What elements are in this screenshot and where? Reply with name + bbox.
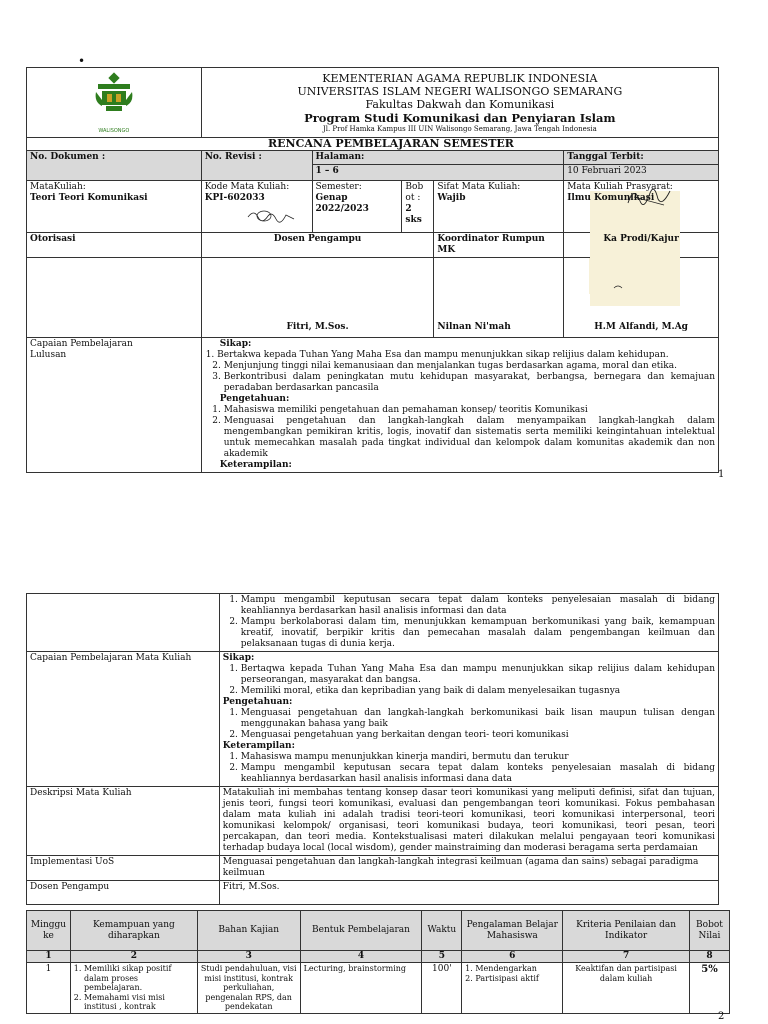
cpl-sikap-item: 1. Bertakwa kepada Tuhan Yang Maha Esa dan mampu menunjukkan sikap relijius dalam kehidupan. <box>205 350 669 360</box>
pengalaman-list <box>465 964 559 983</box>
cpl-label-1: Capaian Pembelajaran <box>30 339 133 349</box>
sifat-value: Wajib <box>437 193 466 203</box>
faculty-name: Fakultas Dakwah dan Komunikasi <box>365 98 555 111</box>
row-waktu: 100' <box>422 963 462 1014</box>
row-bentuk: Lecturing, brainstorming <box>300 963 422 1014</box>
cpmk-sikap-item: 2. Memiliki moral, etika dan kepribadian yang baik di dalam menyelesaikan tugasnya <box>241 686 715 697</box>
dosen-row-value: Fitri, M.Sos. <box>219 881 718 905</box>
cpmk-sikap-title: Sikap: <box>222 653 255 663</box>
no-dokumen-label: No. Dokumen : <box>27 151 202 181</box>
mata-kuliah-cell <box>27 181 202 233</box>
rps-header-table <box>26 67 719 473</box>
no-revisi-label: No. Revisi : <box>201 151 312 181</box>
cpmk-content <box>219 652 718 787</box>
column-number: 3 <box>197 951 300 963</box>
rps-content-table <box>26 593 719 905</box>
logo-cell <box>27 68 202 138</box>
sifat-label: Sifat Mata Kuliah: <box>437 182 521 192</box>
row-kriteria: Keaktifan dan partisipasi dalam kuliah <box>563 963 690 1014</box>
kode-cell <box>201 181 312 233</box>
column-number: 6 <box>462 951 563 963</box>
row-bobot: 5% <box>689 963 729 1014</box>
pengalaman-item: 1. Mendengarkan <box>475 964 559 974</box>
cpl-pengetahuan-item: 1. Mahasiswa memiliki pengetahuan dan pemahaman konsep/ teoritis Komunikasi <box>224 405 715 416</box>
cpl-sikap-item: 2. Menjunjung tinggi nilai kemanusiaan dan menjalankan tugas berdasarkan agama, moral dan etika. <box>224 361 715 372</box>
cpl-keterampilan-item: 2. Mampu berkolaborasi dalam tim, menunjukkan kemampuan berkomunikasi yang baik, kemampuan kreatif, inovatif, berpikir kritis dan pemecahan masalah dalam pengembangan keilmuan dan pelaksanaan tugas di dunia kerja. <box>241 617 715 650</box>
header-kemampuan: Kemampuan yang diharapkan <box>70 911 197 951</box>
row-bahan: Studi pendahuluan, visi misi institusi, kontrak perkuliahan, pengenalan RPS, dan pendekatan <box>197 963 300 1014</box>
semester-cell <box>312 181 402 233</box>
tanggal-value: 10 Februari 2023 <box>567 166 647 176</box>
signature-scribble-icon <box>246 207 296 225</box>
bobot-label-2: ot : <box>405 193 421 203</box>
koordinator-name: Nilnan Ni'mah <box>434 258 564 338</box>
row-kemampuan <box>70 963 197 1014</box>
cpl-continued-label <box>27 594 220 652</box>
page-number: 1 <box>718 469 725 480</box>
cpl-label-2: Lulusan <box>30 350 67 360</box>
kaprodi-name-cell <box>564 258 719 338</box>
kemampuan-item: 1. Memiliki sikap positif dalam proses pembelajaran. <box>84 964 194 993</box>
otorisasi-label: Otorisasi <box>27 233 202 258</box>
cpmk-keterampilan-title: Keterampilan: <box>222 741 295 751</box>
stamp-background <box>589 258 679 294</box>
deskripsi-label: Deskripsi Mata Kuliah <box>27 787 220 856</box>
tanggal-label: Tanggal Terbit: <box>564 151 718 165</box>
page-number: 2 <box>718 1011 725 1022</box>
bobot-value-1: 2 <box>405 204 412 214</box>
cpl-keterampilan-item: 1. Mampu mengambil keputusan secara tepat dalam konteks penyelesaian masalah di bidang keahliannya berdasarkan hasil analisis informasi dan data <box>241 595 715 617</box>
program-name: Program Studi Komunikasi dan Penyiaran Islam <box>304 111 616 125</box>
cpmk-sikap-item: 1. Bertaqwa kepada Tuhan Yang Maha Esa dan mampu menunjukkan sikap relijius dalam kehidupan perseorangan, masyarakat dan bangsa. <box>241 664 715 686</box>
column-number: 2 <box>70 951 197 963</box>
cpmk-sikap-list <box>223 664 715 697</box>
schedule-header-row <box>27 911 730 951</box>
column-number: 1 <box>27 951 71 963</box>
signature-scribble-icon <box>624 183 674 213</box>
bobot-cell <box>402 181 434 233</box>
cpl-label-cell <box>27 338 202 473</box>
university-name: UNIVERSITAS ISLAM NEGERI WALISONGO SEMARANG <box>297 85 623 98</box>
bobot-value-2: sks <box>405 215 422 225</box>
implementasi-text: Menguasai pengetahuan dan langkah-langkah integrasi keilmuan (agama dan sains) sebagai paradigma keilmuan <box>219 856 718 881</box>
header-bahan: Bahan Kajian <box>197 911 300 951</box>
header-minggu: Minggu ke <box>27 911 71 951</box>
cpl-keterampilan-content <box>219 594 718 652</box>
column-number: 7 <box>563 951 690 963</box>
sifat-cell <box>434 181 564 233</box>
cpl-pengetahuan-item: 2. Menguasai pengetahuan dan langkah-langkah dalam menyampaikan langkah-langkah dalam mengembangkan pemikiran kritis, logis, inovatif dan sistematis serta memiliki keingintahuan intelektual untuk memecahkan masalah pada tingkat individual dan kelompok dalam komunitas akademik dan non akademik <box>224 416 715 460</box>
bullet-mark: • <box>78 54 86 68</box>
table-row <box>27 963 730 1014</box>
dosen-pengampu-name: Fitri, M.Sos. <box>201 258 434 338</box>
institution-header <box>201 68 718 138</box>
prasyarat-label: Mata Kuliah Prasyarat: <box>567 182 673 192</box>
halaman-cell <box>312 151 564 181</box>
koordinator-heading: Koordinator Rumpun MK <box>434 233 564 258</box>
cpmk-label: Capaian Pembelajaran Mata Kuliah <box>27 652 220 787</box>
prasyarat-value: Ilmu Komunikasi <box>567 193 655 203</box>
otorisasi-blank <box>27 258 202 338</box>
schedule-number-row <box>27 951 730 963</box>
column-number: 4 <box>300 951 422 963</box>
kemampuan-list <box>74 964 194 1012</box>
mata-kuliah-label: MataKuliah: <box>30 182 86 192</box>
semester-label: Semester: <box>315 182 362 192</box>
cpl-sikap-list <box>206 361 715 394</box>
tanggal-cell <box>564 151 719 181</box>
cpl-pengetahuan-list <box>206 405 715 460</box>
kaprodi-name: H.M Alfandi, M.Ag <box>594 322 688 332</box>
row-minggu: 1 <box>27 963 71 1014</box>
kaprodi-heading <box>564 233 719 258</box>
pengalaman-item: 2. Partisipasi aktif <box>475 974 559 984</box>
kode-value: KPI-602033 <box>204 193 265 203</box>
semester-value: Genap <box>315 193 348 203</box>
implementasi-label: Implementasi UoS <box>27 856 220 881</box>
semester-year: 2022/2023 <box>315 204 369 214</box>
header-pengalaman: Pengalaman Belajar Mahasiswa <box>462 911 563 951</box>
document-title: RENCANA PEMBELAJARAN SEMESTER <box>27 138 719 151</box>
cpl-sikap-title: Sikap: <box>219 339 252 349</box>
cpmk-keterampilan-item: 2. Mampu mengambil keputusan secara tepat dalam konteks penyelesaian masalah di bidang keahliannya berdasarkan hasil analisis informasi dana data <box>241 763 715 785</box>
header-kriteria: Kriteria Penilaian dan Indikator <box>563 911 690 951</box>
prasyarat-cell <box>564 181 719 233</box>
deskripsi-text: Matakuliah ini membahas tentang konsep dasar teori komunikasi yang meliputi definisi, sifat dan tujuan, jenis teori, fungsi teori komunikasi, evaluasi dan pengembangan teori komunikasi. Fokus pembahasan dalam mata kuliah ini adalah tradisi teori-teori komunikasi, teori komunikasi interpersonal, teori komunikasi kelompok/ organisasi, teori komunikasi budaya, teori komunikasi, teori pesan, teori percakapan, dan teori media. Kontekstualisasi materi dilakukan melalui pengayaan teori komunikasi terhadap budaya local (local wisdom), gender mainstraiming dan moderasi beragama serta perdamaian <box>219 787 718 856</box>
header-bobot: Bobot Nilai <box>689 911 729 951</box>
row-pengalaman <box>462 963 563 1014</box>
cpmk-pengetahuan-item: 2. Menguasai pengetahuan yang berkaitan dengan teori- teori komunikasi <box>241 730 715 741</box>
cpl-pengetahuan-title: Pengetahuan: <box>219 394 290 404</box>
header-bentuk: Bentuk Pembelajaran <box>300 911 422 951</box>
university-logo-icon <box>92 72 136 124</box>
ministry-name: KEMENTERIAN AGAMA REPUBLIK INDONESIA <box>322 72 598 85</box>
dosen-pengampu-heading: Dosen Pengampu <box>201 233 434 258</box>
cpl-keterampilan-list <box>223 595 715 650</box>
mata-kuliah-value: Teori Teori Komunikasi <box>30 193 148 203</box>
column-number: 8 <box>689 951 729 963</box>
cpmk-pengetahuan-list <box>223 708 715 741</box>
halaman-value: 1 – 6 <box>315 166 339 176</box>
logo-caption: WALISONGO <box>98 127 130 134</box>
cpmk-keterampilan-item: 1. Mahasiswa mampu menunjukkan kinerja mandiri, bermutu dan terukur <box>241 752 715 763</box>
signature-mark-icon <box>612 284 624 292</box>
cpmk-pengetahuan-title: Pengetahuan: <box>222 697 293 707</box>
halaman-label: Halaman: <box>313 151 564 165</box>
schedule-table <box>26 910 730 1014</box>
dosen-row-label: Dosen Pengampu <box>27 881 220 905</box>
kode-label: Kode Mata Kuliah: <box>204 182 290 192</box>
column-number: 5 <box>422 951 462 963</box>
address: Jl. Prof Hamka Kampus III UIN Walisongo Semarang, Jawa Tengah Indonesia <box>322 125 597 133</box>
kaprodi-heading-text: Ka Prodi/Kajur <box>603 234 679 244</box>
kemampuan-item: 2. Memahami visi misi institusi , kontrak <box>84 993 194 1012</box>
cpmk-keterampilan-list <box>223 752 715 785</box>
cpl-sikap-item: 3. Berkontribusi dalam peningkatan mutu kehidupan masyarakat, berbangsa, bernegara dan kemajuan peradaban berdasarkan pancasila <box>224 372 715 394</box>
cpmk-pengetahuan-item: 1. Menguasai pengetahuan dan langkah-langkah berkomunikasi baik lisan maupun tulisan dengan menggunakan bahasa yang baik <box>241 708 715 730</box>
header-waktu: Waktu <box>422 911 462 951</box>
cpl-content <box>201 338 718 473</box>
bobot-label-1: Bob <box>405 182 424 192</box>
cpl-keterampilan-title: Keterampilan: <box>219 460 292 470</box>
